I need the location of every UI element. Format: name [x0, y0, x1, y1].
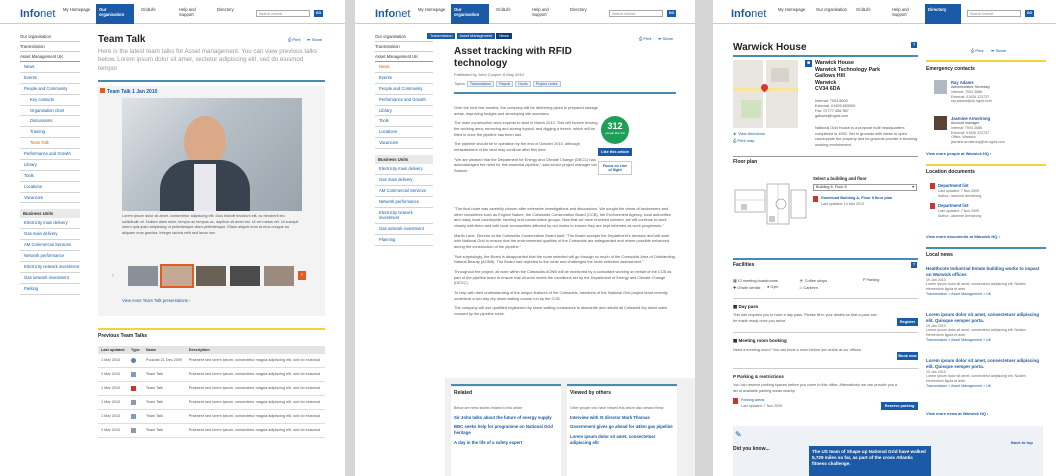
logo[interactable]: Infonet	[375, 8, 411, 20]
nav-item[interactable]: People and Community	[375, 84, 433, 95]
breadcrumb-item[interactable]: Transmission	[20, 42, 80, 52]
location-documents-heading: Location documents	[926, 169, 975, 175]
previous-talks-table	[98, 346, 325, 438]
avatar	[934, 80, 947, 94]
viewed-panel	[567, 387, 677, 476]
nav-my-homepage[interactable]: My Homepage	[63, 7, 91, 12]
nav-item[interactable]: Discussions	[20, 116, 80, 127]
contact-detail: Internal: 7004 3586 External: 01926 123737 Office: Warwick jasmine.armstrong@uk.ngrid.com	[951, 126, 1005, 145]
table-header	[98, 346, 325, 354]
pdf-icon	[733, 398, 738, 404]
divider	[454, 92, 676, 94]
bu-item[interactable]: Electricity network investment	[375, 208, 433, 225]
nav-directory[interactable]: Directory	[925, 4, 961, 24]
video-icon	[128, 368, 143, 382]
news-item	[926, 312, 1044, 342]
table-row[interactable]	[98, 424, 325, 438]
more-team-talk-link[interactable]: View more Team Talk presentations ›	[122, 298, 191, 303]
building-floor-select[interactable]: Building 6, Floor 8 ▾	[813, 184, 917, 191]
nav-help-support[interactable]: Help and Support	[179, 7, 196, 18]
left-nav	[375, 32, 433, 246]
related-sub: Below are news stories related to this article	[454, 406, 523, 410]
topic-tag[interactable]: Payroll	[496, 81, 513, 87]
thumbnail[interactable]	[128, 266, 158, 286]
more-documents-link[interactable]: View more documents at Warwick HQ ›	[926, 234, 1000, 239]
breadcrumb	[427, 34, 512, 41]
video-icon	[128, 410, 143, 424]
bu-item[interactable]: Network performance	[20, 251, 80, 262]
intro-text: Here is the latest team talks for Asset management. You can view previous talks below. Lorem ipsum dolor sit amet, sectetur adipiscing elit, sed do eiusmod tempor	[98, 48, 318, 72]
divider	[733, 368, 918, 369]
document-icon	[128, 424, 143, 438]
nav-item[interactable]: Performance and Growth	[20, 149, 80, 160]
business-units-heading: Business Units	[20, 209, 80, 218]
search-input[interactable]: Search Infonet	[609, 10, 663, 17]
header	[0, 0, 345, 24]
print-map-link[interactable]: ⎙ Print map	[733, 138, 755, 143]
feature-caption: Lorem ipsum dolor sit amet, consectetur adipiscing elit. Duis blandit tincidunt elit, ac hendrerit leo sollicitudin et. Nullam diam enim, tempor ac tempus ac, dapibus sit amet est. Ut vel metus vel. Ut suscipit lorem quis justo adipiscing ut pellentesque diam pellentesque. Etiam aliquet eros at eros congue eu aliquam eros gravida. Integer lacinia velit sed lacus nec.	[122, 214, 299, 235]
divider	[98, 328, 325, 330]
viewed-heading: Viewed by others	[570, 390, 612, 396]
cell-name[interactable]: Team Talk	[143, 410, 186, 424]
share-link[interactable]: ➦ Share	[307, 37, 323, 42]
cell-desc: Praesent sed lorem ipsum, consectetur magna adipiscing elit, sed do eiusmod	[186, 354, 325, 368]
cell-desc: Praesent sed lorem ipsum, consectetur magna adipiscing elit, sed do eiusmod	[186, 368, 325, 382]
divider	[926, 60, 1046, 62]
breadcrumb-item[interactable]: Asset Management	[457, 33, 496, 39]
nav-item[interactable]: Vacancies	[375, 138, 433, 149]
download-floor-plan-link[interactable]: Download Building A, Floor 8 floor plan	[821, 196, 893, 200]
podcast-icon	[128, 354, 143, 368]
nav-our-organisation[interactable]: Our organisation	[816, 7, 847, 12]
nav-item[interactable]: Events	[20, 73, 80, 84]
viewed-link[interactable]: Lorem ipsum dolor sit amet, consectetuer adipiscing elit	[570, 434, 656, 445]
col-last-updated[interactable]: Last updated	[98, 346, 128, 354]
cell-desc: Praesent sed lorem ipsum, consectetur magna adipiscing elit, sed do eiusmod	[186, 396, 325, 410]
building-icon: ■	[806, 60, 811, 66]
nav-our-organisation[interactable]: Our organisation	[451, 4, 489, 24]
cell-name[interactable]: Team Talk	[143, 382, 186, 396]
breadcrumb-item[interactable]: Asset Management UK	[375, 52, 433, 62]
print-link[interactable]: ⎙ Print	[971, 48, 984, 53]
document-icon	[128, 396, 143, 410]
facility-item: ✚ Onsite dentist	[733, 286, 761, 290]
like-article-button[interactable]: Like this article	[598, 148, 632, 156]
facility-item: ▦ 12 meeting boardrooms	[733, 279, 778, 283]
header	[713, 0, 1056, 24]
share-link[interactable]: ➦ Share	[658, 36, 674, 41]
related-link[interactable]: BBC seeks help for programme on National Grid heritage	[454, 424, 553, 436]
presenter-photo	[122, 98, 302, 211]
table-row[interactable]	[98, 396, 325, 410]
thumbnail-selected[interactable]	[162, 266, 192, 286]
document-link[interactable]: Department list	[938, 183, 969, 188]
nav-help-support[interactable]: Help and Support	[892, 7, 909, 18]
nav-item[interactable]: Performance and Growth	[375, 95, 433, 106]
download-date: Last updated: 14 Mar 2010	[821, 202, 864, 206]
related-heading: Related	[454, 390, 473, 396]
thumbnail-strip	[112, 266, 312, 288]
next-icon[interactable]: ›	[298, 271, 306, 280]
page-title: Warwick House	[733, 42, 807, 53]
nav-item[interactable]: People and Community	[20, 84, 80, 95]
table-row[interactable]	[98, 410, 325, 424]
col-type[interactable]: Type	[128, 346, 143, 354]
related-link[interactable]: A day in the life of a safety expert	[454, 439, 523, 445]
news-date: 19 Jan 2010	[926, 324, 946, 329]
news-article-page	[355, 0, 695, 476]
nav-item[interactable]: Organisation chart	[20, 106, 80, 117]
parking-heading: P Parking & restrictions	[733, 374, 784, 379]
facility-item: ● Gym	[767, 285, 779, 289]
contact-detail: Internal: 7004 3586 External: 01926 123737 ray.adams@uk.ngrid.com	[951, 90, 992, 104]
previous-team-talks-heading: Previous Team Talks	[98, 333, 148, 339]
pdf-icon	[128, 382, 143, 396]
cell-date: 1 Mar 2010	[98, 410, 128, 424]
table-row[interactable]	[98, 354, 325, 368]
address: Warwick House Warwick Technology Park Gallows Hill Warwick CV34 6DA	[815, 60, 881, 93]
feature-title[interactable]: Team Talk 1 Jan 2010	[100, 88, 157, 95]
chevron-down-icon: ▾	[912, 185, 914, 189]
register-button[interactable]: Register	[897, 318, 918, 326]
thumbnail[interactable]	[264, 266, 294, 286]
back-to-top-link[interactable]: Back to top	[1011, 440, 1033, 445]
business-units-heading: Business Units	[375, 155, 433, 164]
more-people-link[interactable]: View more people at Warwick HQ ›	[926, 151, 992, 156]
more-news-link[interactable]: View more news at Warwick HQ ›	[926, 411, 989, 416]
facility-item: P Parking	[863, 278, 880, 282]
news-date: 19 Jan 2010	[926, 370, 946, 375]
location-map[interactable]	[733, 60, 798, 128]
topic-tag[interactable]: Project codes	[533, 81, 561, 87]
nav-item[interactable]: Key contacts	[20, 95, 80, 106]
floor-plan-image[interactable]	[733, 178, 808, 238]
logo[interactable]: Infonet	[731, 8, 767, 20]
related-panel	[451, 387, 561, 476]
breadcrumb-item[interactable]: Transmission	[427, 33, 455, 39]
print-link[interactable]: ⎙ Print	[288, 37, 301, 42]
cell-name[interactable]: Team Talk	[143, 396, 186, 410]
news-text: Lorem ipsum dolor sit amet, consectetur adipiscing elit. Nullam elementum ligula et ante.	[926, 374, 1026, 383]
thumbnail[interactable]	[230, 266, 260, 286]
featured-team-talk	[98, 86, 325, 316]
pdf-icon	[930, 203, 935, 209]
search-go-button[interactable]: GO	[1026, 11, 1033, 15]
divider	[733, 332, 918, 333]
team-talk-page	[0, 0, 345, 476]
document-date: Last updated: 7 Nov 2009	[938, 209, 980, 213]
floor-plan-svg	[733, 178, 808, 238]
table-row[interactable]	[98, 382, 325, 396]
cell-date: 1 Mar 2010	[98, 368, 128, 382]
document-author: Author: Jasmine Armstrong	[938, 214, 982, 218]
col-description[interactable]: Description	[186, 346, 325, 354]
parking-text: You can reserve parking spaces before you come to this office. Alternatively we can provide you a list of available parking areas nearby.	[733, 383, 897, 393]
local-news-heading: Local news	[926, 252, 953, 258]
bu-item[interactable]: Planning	[375, 235, 433, 246]
viewed-link[interactable]: Government gives go ahead for 44km gas pipeline	[570, 424, 673, 430]
breadcrumb-item[interactable]: Our organisation	[20, 32, 80, 42]
topics: Topics: Transmission Payroll Hours Project codes	[454, 81, 563, 87]
cell-date: 1 Mar 2010	[98, 396, 128, 410]
nav-item[interactable]: Library	[375, 106, 433, 117]
help-icon[interactable]: ?	[912, 42, 916, 47]
pen-icon: ✎	[735, 430, 742, 439]
nav-gridlife[interactable]: GridLife	[856, 7, 871, 12]
cell-date: 1 Mar 2010	[98, 424, 128, 438]
nav-our-organisation[interactable]: Our organisation	[96, 4, 134, 24]
reserve-parking-button[interactable]: Reserve parking	[881, 402, 918, 410]
did-you-know-heading: Did you know...	[733, 446, 770, 452]
location-page	[713, 0, 1056, 476]
divider	[733, 156, 918, 157]
meeting-text: Need a meeting room? You can book a room before you arrive at our offices.	[733, 348, 862, 352]
divider	[733, 298, 918, 299]
nav-item-active[interactable]: Team Talk	[20, 138, 80, 149]
col-name[interactable]: Name	[143, 346, 186, 354]
facility-item: ☕ Coffee shops	[799, 279, 828, 283]
nav-item[interactable]: Vacancies	[20, 193, 80, 204]
table-row[interactable]	[98, 368, 325, 382]
topic-tag[interactable]: Hours	[515, 81, 531, 87]
news-text: Lorem ipsum dolor sit amet, consectetur adipiscing elit. Nullam elementum ligula et ante.	[926, 328, 1026, 337]
cell-name[interactable]: Podcast 21 Dec 2009	[143, 354, 186, 368]
bu-item[interactable]: Gas main delivery	[375, 175, 433, 186]
building-description: National Grid House is a purpose built headquarters completed in 1992. Set in grounds with views to open countryside the property and its grounds provide a stunning working environment.	[815, 125, 918, 147]
news-breadcrumb[interactable]: Transmission > Asset Management > UK	[926, 383, 992, 388]
bu-item[interactable]: Parking	[20, 284, 80, 295]
nav-item[interactable]: Library	[20, 160, 80, 171]
cell-desc: Praesent sed lorem ipsum, consectetur magna adipiscing elit, sed do eiusmod	[186, 410, 325, 424]
day-pass-heading: ▦ Day pass	[733, 304, 759, 309]
news-date: 19 Jan 2010	[926, 278, 946, 283]
select-building-label: Select a building and floor	[813, 176, 867, 181]
cell-name[interactable]: Team Talk	[143, 424, 186, 438]
bu-item[interactable]: Electricity main delivery	[375, 164, 433, 175]
focus-line-of-sight[interactable]: Focus on Line of Sight	[598, 161, 632, 175]
breadcrumb-item[interactable]: Our organisation	[375, 32, 433, 42]
nav-item[interactable]: Locations	[375, 127, 433, 138]
thumbnail[interactable]	[196, 266, 226, 286]
book-now-button[interactable]: Book now	[898, 354, 917, 358]
nav-item[interactable]: Training	[20, 127, 80, 138]
document-author: Author: Jasmine Armstrong	[938, 194, 982, 198]
document-date: Last updated: 7 Nov 2009	[938, 189, 980, 193]
bu-item[interactable]: AM Commercial Services	[375, 186, 433, 197]
news-title[interactable]: Lorem ipsum dolor sit amet, consectetuer adipiscing elit. Quisque semper porta.	[926, 358, 1040, 369]
news-breadcrumb[interactable]: Transmission > Asset Management > UK	[926, 291, 992, 296]
divider	[926, 247, 1046, 249]
view-directions-link[interactable]: ► View directions	[733, 131, 765, 136]
day-pass-text: This site requires you to have a day pass. Please fill in your details so that a pass can be made ready once you arrive.	[733, 313, 877, 323]
news-title[interactable]: Lorem ipsum dolor sit amet, consectetuer adipiscing elit. Quisque semper porta.	[926, 312, 1040, 323]
contact-role: Account manager	[951, 121, 980, 125]
fitness-promo[interactable]: The US team of Shape up National Grid have walked 5,729 miles so far, as part of the cross Atlantic fitness challenge.	[809, 446, 931, 476]
search-go-button[interactable]: GO	[315, 11, 322, 15]
news-title[interactable]: Healthcote Industrial Estate building works to impact on Warwick offices	[926, 266, 1040, 277]
avatar	[934, 116, 947, 130]
divider	[451, 384, 561, 386]
pdf-icon	[930, 183, 935, 189]
cell-desc: Praesent sed lorem ipsum, consectetur magna adipiscing elit, sed do eiusmod	[186, 382, 325, 396]
nav-item[interactable]: Tools	[375, 116, 433, 127]
contact-name[interactable]: Jasmine Armstrong	[951, 116, 991, 121]
nav-directory[interactable]: Directory	[217, 7, 234, 12]
bu-item[interactable]: Gas network investment	[375, 224, 433, 235]
contact-name[interactable]: Ray Adams	[951, 80, 974, 85]
nav-my-homepage[interactable]: My Homepage	[778, 7, 806, 12]
divider	[733, 55, 918, 57]
parking-date: Last updated: 7 Nov 2005	[741, 404, 783, 408]
viewed-link[interactable]: Interview with IS director Mark Thomas	[570, 414, 650, 420]
nav-item[interactable]: Events	[375, 73, 433, 84]
bu-item[interactable]: Electricity network investment	[20, 262, 80, 273]
nav-help-support[interactable]: Help and Support	[532, 7, 549, 18]
article-title: Asset tracking with RFID technology	[454, 46, 572, 69]
article-body: Over the next few months, the company will be delivering pipes to prepared storage areas, improving hedges and developing site accesses. The main construction work expects to start in March 2012. This will involve fencing the working area, removing and storing topsoil, and digging a trench, which will be filled in once the pipeline has been laid. The pipeline should be in operation by the end of October 2010, although reinstatement of the land may continue after this time. "We are pleased that the Department for Energy and Climate Change (DECC) has acknowledged the need for this essential pipeline," said senior project manager Ian Sanson.	[454, 105, 598, 173]
pdf-icon	[813, 196, 818, 202]
bu-item[interactable]: Gas main delivery	[20, 229, 80, 240]
topic-tag[interactable]: Transmission	[467, 81, 494, 87]
emergency-contacts-heading: Emergency contacts	[926, 66, 975, 72]
news-item	[926, 266, 1044, 296]
cell-desc: Praesent sed lorem ipsum, consectetur magna adipiscing elit, sed do eiusmod	[186, 424, 325, 438]
nav-my-homepage[interactable]: My Homepage	[418, 7, 446, 12]
meeting-booking-heading: ▦ Meeting room booking	[733, 338, 787, 343]
facilities-heading: Facilities	[733, 262, 755, 268]
breadcrumb-item[interactable]: Transmission	[375, 42, 433, 52]
breadcrumb-item[interactable]: Asset Management UK	[20, 52, 80, 62]
nav-gridlife[interactable]: GridLife	[141, 7, 156, 12]
bu-item[interactable]: Gas network investment	[20, 273, 80, 284]
breadcrumb-item[interactable]: News	[496, 33, 512, 39]
bu-item[interactable]: Electricity main delivery	[20, 218, 80, 229]
bu-item[interactable]: AM Commercial Services	[20, 240, 80, 251]
news-text: Lorem ipsum dolor sit amet, consectetur adipiscing elit. Nullam elementum ligula et ante.	[926, 282, 1026, 291]
divider	[926, 164, 1046, 166]
logo[interactable]: Infonet	[20, 8, 56, 20]
left-nav	[20, 32, 80, 295]
nav-item[interactable]: News	[20, 62, 80, 73]
document-link[interactable]: Department list	[938, 203, 969, 208]
bu-item[interactable]: Network performance	[375, 197, 433, 208]
prev-icon[interactable]: ‹	[112, 273, 114, 279]
facility-item: ♨ Canteen	[799, 286, 818, 290]
byline: Published by John Cooper, 8 May 2010	[454, 72, 524, 77]
viewed-sub: Other people who have viewed this article also viewed these	[570, 406, 664, 410]
related-link[interactable]: Sir John talks about the future of energy supply	[454, 414, 552, 420]
cell-date: 1 Mar 2010	[98, 354, 128, 368]
header	[355, 0, 695, 24]
share-link[interactable]: ➦ Share	[991, 48, 1007, 53]
search-input[interactable]: Search Infonet	[967, 10, 1021, 17]
parking-areas-link[interactable]: Parking areas	[741, 398, 765, 402]
help-icon[interactable]: ?	[912, 262, 916, 267]
divider	[567, 384, 677, 386]
divider	[733, 258, 918, 260]
search-go-button[interactable]: GO	[668, 11, 675, 15]
nav-gridlife[interactable]: GridLife	[496, 7, 511, 12]
divider	[98, 80, 325, 82]
nav-item[interactable]: Tools	[20, 171, 80, 182]
nav-item[interactable]: Locations	[20, 182, 80, 193]
cell-name[interactable]: Team Talk	[143, 368, 186, 382]
print-link[interactable]: ⎙ Print	[639, 36, 652, 41]
article-body-wide: "The final route was carefully chosen after extensive investigations and discussions. We sought the views of landowners and other consultees such as English Nature, the Cotswolds Conservation Board (CCB), the Environment Agency, local authorities and many local countryside, farming and conservation groups. Now that we have received consent, we will continue to work closely with them and with local communities affected by our works to ensure they are kept informed as work progresses." Martin Lane, Director at the Cotswolds Conservation Board said: "The Board accepts the Department's decision and will work with National Grid to ensure that the environmental qualities of the Cotswolds are safeguarded and where possible enhanced, during the construction of the pipeline." "Not surprisingly, the Board is disappointed that the route selected will go through so much of the Cotswolds Area of Outstanding Natural Beauty (AONB). The Board had objected to the route and challenged the route selection assessment." Throughout the project, all work within the Cotswolds AONB will be monitored by a consultant working on behalf of the CCB as part of the pipeline team to ensure that all work meets the conditions set by the Department of Energy and Climate Change (DECC). To help with their understanding of the unique features of the Cotswolds, members of the National Grid project team recently undertook a two-day dry stone walling course run by the CCB. The company will use qualified registered dry stone walling contractors to dismantle and rebuild all Cotswold dry stone walls crossed by the pipeline route.	[454, 206, 675, 316]
page-title: Team Talk	[98, 34, 146, 45]
cell-date: 1 Mar 2010	[98, 382, 128, 396]
floor-plan-heading: Floor plan	[733, 159, 758, 165]
news-item	[926, 358, 1044, 388]
contact-role: Administrative Secretary	[951, 85, 990, 89]
news-breadcrumb[interactable]: Transmission > Asset Management > UK	[926, 337, 992, 342]
nav-directory[interactable]: Directory	[570, 7, 587, 12]
search-input[interactable]: Search Infonet	[256, 10, 310, 17]
nav-item-active[interactable]: News	[375, 62, 433, 73]
contact-info: Internal: 7004 8900 External: 01926 653000 Fax: 07777 456 987 gallows@ngrid.com	[815, 99, 856, 119]
likes-counter: 312 people like this	[601, 116, 629, 144]
